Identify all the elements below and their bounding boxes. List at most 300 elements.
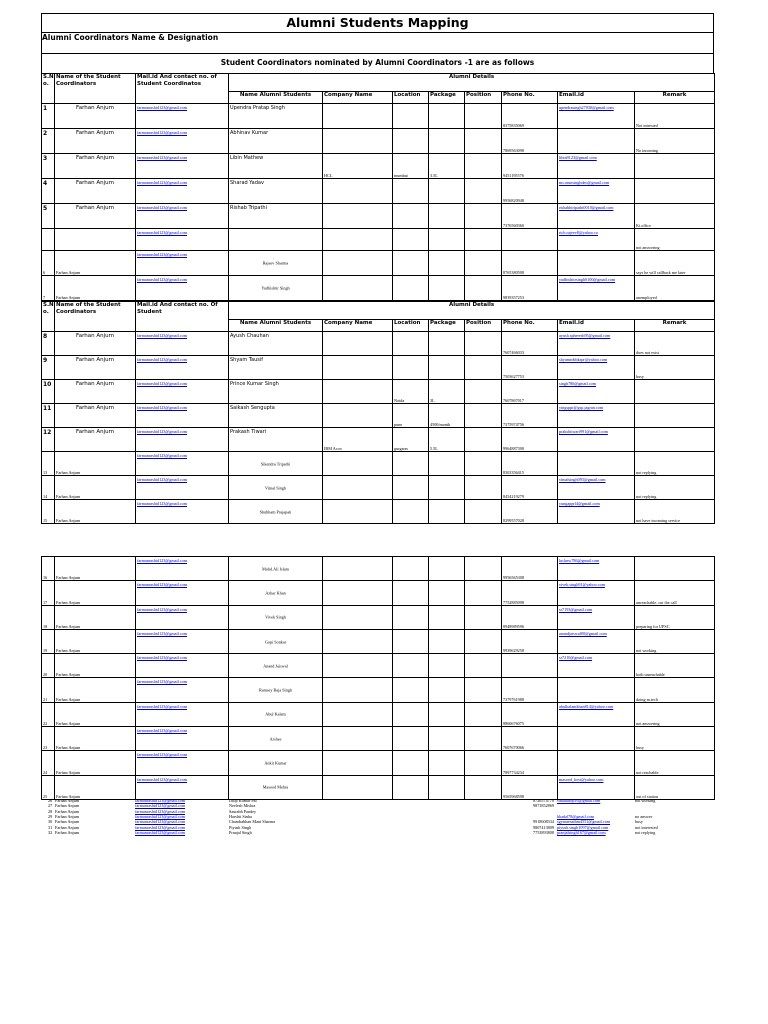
- header-sno: S.N o.: [42, 302, 55, 332]
- cell-location: [393, 428, 429, 452]
- cell-coordinator-mail: [136, 476, 229, 500]
- cell-alumni-name: [229, 154, 323, 179]
- table-row: [42, 332, 715, 356]
- remark-value: says he will callback me later: [636, 270, 686, 275]
- remark-value: out of station: [636, 793, 659, 799]
- alumni-email-link[interactable]: lucknw786@gmail.com: [559, 558, 600, 563]
- table-row: [42, 104, 715, 129]
- alumni-email-link[interactable]: sgynarrnathm4551@gmail.com: [557, 819, 611, 825]
- cell-remark: [635, 356, 715, 380]
- coordinator-email-link[interactable]: farmanrashid123@gmail.com: [137, 582, 188, 588]
- location-value: mumbai: [394, 173, 408, 178]
- cell-coordinator: [55, 154, 136, 179]
- cell-location: [393, 751, 429, 775]
- cell-company: [323, 380, 393, 404]
- cell-sno: [42, 678, 55, 702]
- cell-phone: [502, 775, 558, 799]
- sno-value: 21: [43, 696, 48, 702]
- coordinator-email-link[interactable]: farmanrashid123@gmail.com: [137, 381, 188, 386]
- cell-remark: [635, 500, 715, 524]
- phone-value: 9871852869: [533, 803, 554, 809]
- cell-email: [558, 129, 635, 154]
- alumni-email-link[interactable]: libin9123@gmail.com: [559, 155, 597, 160]
- phone-value: 8303356415: [503, 470, 524, 475]
- coordinator-email-link[interactable]: farmanrashid123@gmail.com: [137, 429, 188, 434]
- coordinator-email-link[interactable]: farmanrashid123@gmail.com: [135, 819, 186, 825]
- remark-value: not answering: [636, 245, 660, 250]
- cell-package: [429, 380, 465, 404]
- cell-email: [558, 678, 635, 702]
- coordinator-email-link[interactable]: farmanrashid123@gmail.com: [137, 453, 188, 458]
- table-row: [42, 581, 715, 605]
- remark-value: unemployed: [636, 295, 657, 300]
- location-value: Noida: [394, 398, 405, 403]
- coordinator-name: Farhan Anjum: [55, 813, 80, 819]
- header-phone: Phone No.: [502, 92, 558, 104]
- alumni-name: Saikash Sengupta: [230, 405, 275, 411]
- coordinator-name: Farhan Anjum: [76, 405, 114, 411]
- cell-position: [465, 775, 502, 799]
- remark-value: busy: [636, 374, 644, 379]
- cell-phone: [502, 129, 558, 154]
- cell-company: [323, 678, 393, 702]
- cell-alumni-name: [229, 204, 323, 229]
- alumni-name: Saurabh Pandey: [229, 808, 257, 814]
- cell-alumni-name: [229, 404, 323, 428]
- cell-email: [558, 404, 635, 428]
- cell-position: [465, 678, 502, 702]
- alumni-email-link[interactable]: singh786@gmail.com: [559, 381, 597, 386]
- cell-phone: [502, 229, 558, 251]
- coordinator-name: Farhan Anjum: [55, 829, 80, 835]
- alumni-name: Pranjal Singh: [229, 829, 252, 835]
- cell-sno: [42, 104, 55, 129]
- coordinator-name: Farhan Anjum: [56, 575, 81, 581]
- cell-remark: [635, 179, 715, 204]
- alumni-name: Azhar Khan: [265, 590, 286, 596]
- cell-package: [429, 129, 465, 154]
- coordinator-email-link[interactable]: farmanrashid123@gmail.com: [137, 333, 188, 338]
- cell-remark: [635, 251, 715, 276]
- cell-sno: [42, 404, 55, 428]
- alumni-email-link[interactable]: sr7193@gmail.com: [559, 606, 593, 612]
- cell-sno: [42, 581, 55, 605]
- table-row: [42, 380, 715, 404]
- cell-remark: [635, 605, 715, 629]
- alumni-name: Yudhishtir Singh: [261, 285, 290, 291]
- alumni-name: Dilip Kumar Pal: [229, 798, 257, 803]
- cell-email: [558, 605, 635, 629]
- cell-position: [465, 605, 502, 629]
- coordinator-email-link[interactable]: farmanrashid123@gmail.com: [137, 630, 188, 636]
- coordinator-email-link[interactable]: farmanrashid123@gmail.com: [137, 180, 188, 185]
- remark-value: doing m.tech: [636, 696, 658, 702]
- cell-location: [393, 702, 429, 726]
- header-alumni-details: Alumni Details: [229, 302, 715, 320]
- alumni-table-2: [41, 301, 715, 524]
- coordinator-name: Farhan Anjum: [55, 808, 80, 814]
- alumni-name: Prince Kumar Singh: [230, 381, 279, 387]
- header-email: Email.id: [558, 320, 635, 332]
- alumni-email-link[interactable]: ms.arunsinghdeo@gmail.com: [559, 180, 610, 185]
- alumni-name: Neelesh Mishra: [229, 803, 256, 809]
- cell-coordinator-mail: [136, 404, 229, 428]
- cell-email: [558, 104, 635, 129]
- alumni-email-link[interactable]: hkadal78@gmail.com: [557, 813, 594, 819]
- alumni-email-link[interactable]: rich.rajeev8@yahoo.co: [559, 230, 598, 235]
- cell-coordinator-mail: [136, 104, 229, 129]
- cell-email: [558, 204, 635, 229]
- cell-phone: [502, 557, 558, 581]
- phone-value: 9964887390: [503, 446, 524, 451]
- alumni-email-link[interactable]: upendrasingh27030@gmail.com: [559, 105, 614, 110]
- phone-value: 7376560360: [503, 223, 524, 228]
- cell-coordinator: [55, 678, 136, 702]
- alumni-name: Upendra Pratap Singh: [230, 105, 285, 111]
- cell-company: [323, 702, 393, 726]
- remark-value: not have incoming service: [636, 518, 681, 523]
- cell-remark: [635, 229, 715, 251]
- cell-coordinator: [55, 751, 136, 775]
- alumni-email-link[interactable]: sr7210@gmail.com: [559, 655, 593, 661]
- cell-company: [323, 654, 393, 678]
- cell-alumni-name: [229, 702, 323, 726]
- alumni-name: Rishab Tripathi: [230, 205, 267, 211]
- coordinator-name: Farhan Anjum: [76, 130, 114, 136]
- cell-phone: [502, 629, 558, 653]
- coordinator-name: Farhan Anjum: [56, 793, 81, 799]
- cell-package: [429, 654, 465, 678]
- alumni-name: Sikendra Tripathi: [260, 461, 291, 466]
- cell-package: [429, 702, 465, 726]
- alumni-email-link[interactable]: yudhishtirsingh0100@gmail.com: [559, 277, 616, 282]
- remark-value: not working: [636, 648, 657, 654]
- cell-location: [393, 129, 429, 154]
- coordinator-name: Farhan Anjum: [56, 623, 81, 629]
- cell-package: [429, 452, 465, 476]
- cell-package: [429, 727, 465, 751]
- cell-coordinator-mail: [136, 204, 229, 229]
- coordinator-email-link[interactable]: farmanrashid123@gmail.com: [135, 813, 186, 819]
- cell-location: [393, 500, 429, 524]
- cell-sno: [42, 775, 55, 799]
- coordinator-email-link[interactable]: farmanrashid123@gmail.com: [137, 501, 188, 506]
- cell-alumni-name: [229, 605, 323, 629]
- coordinator-name: Farhan Anjum: [56, 672, 81, 678]
- cell-coordinator-mail: [136, 654, 229, 678]
- location-value: pune: [394, 422, 403, 427]
- phone-value: 8860676075: [503, 721, 524, 727]
- table-row: [42, 557, 715, 581]
- cell-position: [465, 428, 502, 452]
- package-value: 4500/month: [430, 422, 451, 427]
- cell-remark: [635, 629, 715, 653]
- cell-position: [465, 229, 502, 251]
- coordinator-name: Farhan Anjum: [76, 357, 114, 363]
- table-row: [42, 654, 715, 678]
- cell-company: [323, 428, 393, 452]
- coordinator-email-link[interactable]: farmanrashid123@gmail.com: [135, 824, 186, 830]
- cell-phone: [502, 179, 558, 204]
- cell-remark: [635, 380, 715, 404]
- cell-sno: [42, 332, 55, 356]
- phone-value: 7753893808: [533, 829, 554, 835]
- cell-remark: [635, 452, 715, 476]
- coordinator-email-link[interactable]: farmanrashid123@gmail.com: [137, 230, 188, 235]
- table-row: [42, 428, 715, 452]
- cell-location: [393, 775, 429, 799]
- cell-phone: [502, 500, 558, 524]
- cell-company: [323, 581, 393, 605]
- alumni-email-link[interactable]: yingsppr@gsp.jagran.com: [559, 405, 604, 410]
- cell-email: [558, 452, 635, 476]
- cell-coordinator: [55, 179, 136, 204]
- cell-sno: [42, 356, 55, 380]
- cell-coordinator: [55, 380, 136, 404]
- sno-value: 4: [43, 180, 48, 187]
- cell-package: [429, 500, 465, 524]
- alumni-email-link[interactable]: prakshtiwari991@gmail.com: [559, 429, 608, 434]
- cell-company: [323, 276, 393, 301]
- cell-sno: [42, 380, 55, 404]
- phone-value: 8299557028: [503, 518, 524, 523]
- cell-remark: [635, 581, 715, 605]
- coordinator-email-link[interactable]: farmanrashid123@gmail.com: [135, 808, 186, 814]
- cell-company: [323, 605, 393, 629]
- cell-phone: [502, 751, 558, 775]
- alumni-email-link[interactable]: rishabhtripathi0010@gmail.com: [559, 205, 614, 210]
- coordinator-email-link[interactable]: farmanrashid123@gmail.com: [137, 405, 188, 410]
- remark-value: Ki.office: [636, 223, 651, 228]
- cell-email: [558, 229, 635, 251]
- cell-coordinator-mail: [136, 775, 229, 799]
- cell-coordinator-mail: [136, 276, 229, 301]
- cell-location: [393, 605, 429, 629]
- cell-remark: [635, 775, 715, 799]
- cell-sno: [42, 605, 55, 629]
- cell-remark: [635, 104, 715, 129]
- coordinator-email-link[interactable]: farmanrashid123@gmail.com: [135, 803, 186, 809]
- cell-company: [323, 452, 393, 476]
- alumni-email-link[interactable]: shyamrobbkspr@yahoo.com: [559, 357, 608, 362]
- alumni-email-link[interactable]: yungapprl4@gmail.com: [559, 501, 600, 506]
- alumni-name: Ankit Kumar: [264, 760, 287, 766]
- cell-coordinator-mail: [136, 179, 229, 204]
- header-package: Package: [429, 320, 465, 332]
- cell-coordinator: [55, 476, 136, 500]
- phone-value: 7607867017: [503, 398, 524, 403]
- cell-email: [558, 654, 635, 678]
- coordinator-email-link[interactable]: farmanrashid123@gmail.com: [135, 798, 186, 803]
- cell-package: [429, 557, 465, 581]
- alumni-name: Gopi Sonkar: [264, 639, 287, 645]
- cell-phone: [502, 476, 558, 500]
- cell-sno: [42, 500, 55, 524]
- coordinator-email-link[interactable]: farmanrashid123@gmail.com: [137, 558, 188, 563]
- coordinator-name: Farhan Anjum: [56, 769, 81, 775]
- cell-sno: [42, 629, 55, 653]
- cell-coordinator: [55, 727, 136, 751]
- coordinator-email-link[interactable]: farmanrashid123@gmail.com: [137, 655, 188, 661]
- alumni-name: Sharad Yadav: [230, 180, 264, 186]
- company-value: IBM Accn: [324, 446, 342, 451]
- cell-coordinator: [55, 702, 136, 726]
- table-row: [42, 702, 715, 726]
- cell-coordinator-mail: [136, 332, 229, 356]
- coordinator-email-link[interactable]: farmanrashid123@gmail.com: [135, 829, 186, 835]
- cell-company: [323, 356, 393, 380]
- cell-position: [465, 452, 502, 476]
- cell-email: [558, 251, 635, 276]
- cell-remark: [635, 428, 715, 452]
- cell-coordinator: [55, 557, 136, 581]
- sno-value: 28: [48, 808, 53, 814]
- cell-coordinator-mail: [136, 557, 229, 581]
- coordinator-email-link[interactable]: farmanrashid123@gmail.com: [137, 205, 188, 210]
- header-alumni-details: Alumni Details: [229, 74, 715, 92]
- cell-location: [393, 727, 429, 751]
- cell-phone: [502, 428, 558, 452]
- cell-coordinator-mail: [136, 428, 229, 452]
- cell-package: [429, 404, 465, 428]
- alumni-email-link[interactable]: anandjaiswal00@gmail.com: [559, 630, 607, 636]
- cell-email: [558, 629, 635, 653]
- cell-alumni-name: [229, 356, 323, 380]
- coordinator-email-link[interactable]: farmanrashid123@gmail.com: [137, 679, 188, 685]
- cell-alumni-name: [229, 229, 323, 251]
- coordinator-email-link[interactable]: farmanrashid123@gmail.com: [137, 105, 188, 110]
- remark-value: not reachable: [636, 769, 659, 775]
- phone-value: 8765380508: [503, 270, 524, 275]
- coordinator-name: Farhan Anjum: [56, 295, 81, 300]
- cell-alumni-name: [229, 476, 323, 500]
- cell-coordinator: [55, 104, 136, 129]
- alumni-name: Chandrabhan Mani Sharma: [229, 819, 276, 825]
- coordinator-email-link[interactable]: farmanrashid123@gmail.com: [137, 277, 188, 282]
- alumni-email-link[interactable]: pranjalsingh167@gmail.com: [557, 829, 606, 835]
- cell-package: [429, 251, 465, 276]
- alumni-email-link[interactable]: ayush.spheresh95@gmail.com: [559, 333, 611, 338]
- coordinator-email-link[interactable]: farmanrashid123@gmail.com: [137, 252, 188, 257]
- cell-sno: [42, 557, 55, 581]
- phone-value: 9939629258: [503, 648, 524, 654]
- cell-company: [323, 404, 393, 428]
- cell-position: [465, 356, 502, 380]
- coordinator-email-link[interactable]: farmanrashid123@gmail.com: [137, 357, 188, 362]
- header-coordinators: Name of the Student Coordinators: [55, 302, 136, 332]
- remark-value: not answering: [636, 721, 660, 727]
- cell-phone: [502, 404, 558, 428]
- alumni-email-link[interactable]: vivek.singh91@yahoo.com: [559, 582, 605, 588]
- remark-value: No incoming: [636, 148, 658, 153]
- remark-value: preparing for UPSC: [636, 623, 670, 629]
- cell-package: [429, 629, 465, 653]
- coordinator-name: Farhan Anjum: [56, 470, 81, 475]
- phone-value: 8375835069: [503, 123, 524, 128]
- alumni-email-link[interactable]: masood_kost@yahoo.com: [559, 776, 604, 782]
- coordinator-email-link[interactable]: farmanrashid123@gmail.com: [137, 130, 188, 135]
- cell-company: [323, 500, 393, 524]
- alumni-name: Masood Mehra: [262, 784, 289, 790]
- cell-phone: [502, 581, 558, 605]
- alumni-email-link[interactable]: abulkalamkhan814@yahoo.com: [559, 703, 614, 709]
- cell-sno: [42, 727, 55, 751]
- cell-position: [465, 332, 502, 356]
- header-location: Location: [393, 320, 429, 332]
- sno-value: 17: [43, 599, 48, 605]
- coordinator-email-link[interactable]: farmanrashid123@gmail.com: [137, 155, 188, 160]
- cell-company: [323, 129, 393, 154]
- cell-coordinator: [55, 129, 136, 154]
- package-value: 3.5L: [430, 173, 438, 178]
- table-row: [42, 751, 715, 775]
- coordinator-email-link[interactable]: farmanrashid123@gmail.com: [137, 728, 188, 734]
- phone-value: 9451195576: [503, 173, 524, 178]
- cell-phone: [502, 251, 558, 276]
- header-position: Position: [465, 92, 502, 104]
- remark-value: busy: [636, 745, 644, 751]
- coordinator-name: Farhan Anjum: [76, 180, 114, 186]
- phone-value: 9565968598: [503, 793, 524, 799]
- header-remark: Remark: [635, 92, 715, 104]
- cell-coordinator: [55, 356, 136, 380]
- alumni-email-link[interactable]: vimalsingh093@gmail.com: [559, 477, 606, 482]
- cell-package: [429, 229, 465, 251]
- sno-value: 7: [43, 295, 46, 300]
- cell-company: [323, 154, 393, 179]
- remark-value: not working: [635, 798, 656, 803]
- sno-value: 25: [43, 793, 48, 799]
- alumni-name: Ayush Chauhan: [230, 333, 269, 339]
- table-row: [42, 129, 715, 154]
- cell-sno: [42, 276, 55, 301]
- cell-company: [323, 775, 393, 799]
- coordinator-email-link[interactable]: farmanrashid123@gmail.com: [137, 477, 188, 482]
- coordinator-email-link[interactable]: farmanrashid123@gmail.com: [137, 606, 188, 612]
- cell-sno: [42, 751, 55, 775]
- cell-coordinator: [55, 605, 136, 629]
- coordinator-email-link[interactable]: farmanrashid123@gmail.com: [137, 752, 188, 758]
- table-row: [42, 251, 715, 276]
- cell-remark: [635, 702, 715, 726]
- alumni-email-link[interactable]: vakalkhop16@gmail.com: [557, 798, 601, 803]
- coordinator-email-link[interactable]: farmanrashid123@gmail.com: [137, 703, 188, 709]
- cell-package: [429, 751, 465, 775]
- cell-company: [323, 476, 393, 500]
- coordinator-name: Farhan Anjum: [76, 333, 114, 339]
- cell-position: [465, 581, 502, 605]
- alumni-email-link[interactable]: piyush.singh1097@gmail.com: [557, 824, 609, 830]
- cell-alumni-name: [229, 629, 323, 653]
- phone-value: 7607670066: [503, 745, 524, 751]
- sno-value: 11: [43, 405, 52, 412]
- alumni-name: Libin Mathew: [230, 155, 264, 161]
- header-package: Package: [429, 92, 465, 104]
- cell-remark: [635, 129, 715, 154]
- cell-location: [393, 332, 429, 356]
- cell-location: [393, 581, 429, 605]
- cell-position: [465, 104, 502, 129]
- cell-location: [393, 654, 429, 678]
- cell-sno: [42, 476, 55, 500]
- cell-package: [429, 104, 465, 129]
- alumni-name: Shubham Prajapati: [259, 509, 292, 514]
- coordinator-email-link[interactable]: farmanrashid123@gmail.com: [137, 776, 188, 782]
- header-company: Company Name: [323, 92, 393, 104]
- cell-alumni-name: [229, 129, 323, 154]
- sno-value: 1: [43, 105, 48, 112]
- company-value: HCL: [324, 173, 333, 178]
